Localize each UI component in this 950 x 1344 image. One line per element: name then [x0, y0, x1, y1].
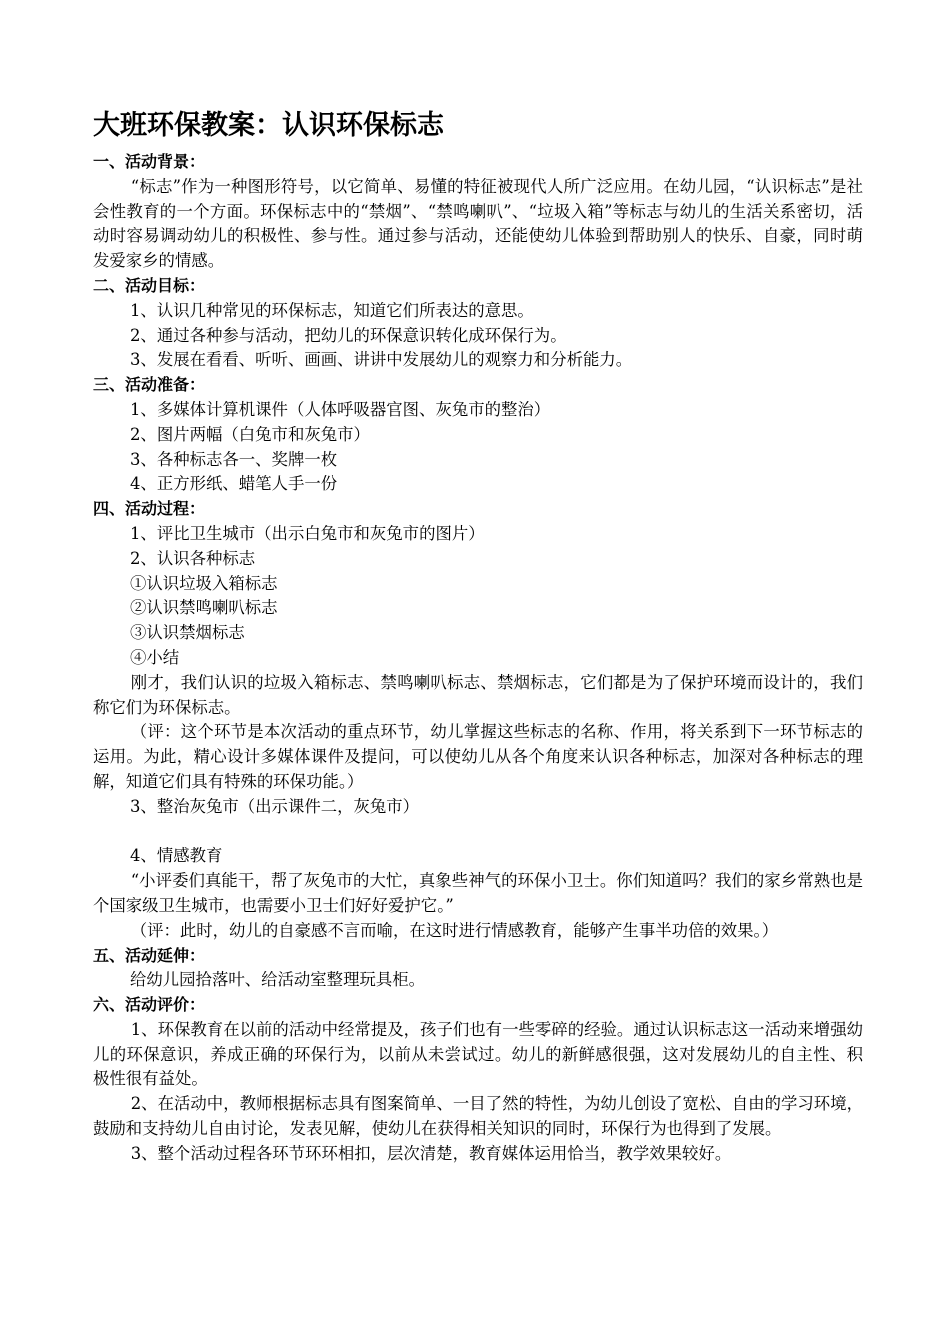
process-item: 1、评比卫生城市（出示白兔市和灰兔市的图片） — [130, 523, 485, 543]
process-item: 3、整治灰兔市（出示课件二，灰兔市） — [130, 796, 420, 816]
preparation-item: 2、图片两幅（白兔市和灰兔市） — [130, 424, 370, 444]
section-heading-preparation: 三、活动准备： — [93, 375, 206, 395]
process-item: 2、认识各种标志 — [130, 548, 256, 568]
section-heading-extension: 五、活动延伸： — [93, 945, 206, 965]
document-page — [93, 106, 863, 1167]
preparation-item: 3、各种标志各一、奖牌一枚 — [130, 449, 338, 469]
goal-item: 2、通过各种参与活动，把幼儿的环保意识转化成环保行为。 — [130, 325, 567, 345]
section-heading-background: 一、活动背景： — [93, 152, 206, 171]
background-paragraph: “标志”作为一种图形符号，以它简单、易懂的特征被现代人所广泛应用。在幼儿园，“认识标志”是社会性教育的一个方面。环保标志中的“禁烟”、“禁鸣喇叭”、“垃圾入箱”等标志与幼儿的生活关系密切，活动时容易调动幼儿的积极性、参与性。通过参与活动，还能使幼儿体验到帮助别人的快乐、自豪，同时萌发爱家乡的情感。 — [93, 176, 863, 271]
section-heading-evaluation: 六、活动评价： — [93, 995, 206, 1015]
goal-item: 1、认识几种常见的环保标志，知道它们所表达的意思。 — [130, 300, 534, 320]
process-subitem: ②认识禁鸣喇叭标志 — [130, 598, 278, 618]
goal-item: 3、发展在看看、听听、画画、讲讲中发展幼儿的观察力和分析能力。 — [130, 350, 633, 370]
evaluation-paragraph: 2、在活动中，教师根据标志具有图案简单、一目了然的特性，为幼儿创设了宽松、自由的学习环境，鼓励和支持幼儿自由讨论，发表见解，使幼儿在获得相关知识的同时，环保行为也得到了发展。 — [93, 1094, 863, 1139]
preparation-item: 4、正方形纸、蜡笔人手一份 — [130, 474, 338, 494]
process-subitem: ①认识垃圾入箱标志 — [130, 573, 278, 593]
evaluation-paragraph: 3、整个活动过程各环节环环相扣，层次清楚，教育媒体运用恰当，教学效果较好。 — [130, 1143, 732, 1163]
blank-line — [93, 820, 863, 845]
preparation-item: 1、多媒体计算机课件（人体呼吸器官图、灰兔市的整治） — [130, 399, 551, 419]
extension-item: 给幼儿园拾落叶、给活动室整理玩具柜。 — [130, 970, 426, 990]
process-item: 4、情感教育 — [130, 846, 223, 866]
process-comment-paragraph: （评：这个环节是本次活动的重点环节，幼儿掌握这些标志的名称、作用，将关系到下一环节标志的运用。为此，精心设计多媒体课件及提问，可以使幼儿从各个角度来认识各种标志，加深对各种标志的理解，知道它们具有特殊的环保功能。） — [93, 722, 863, 791]
process-subitem: ④小结 — [130, 647, 180, 667]
emotion-quote-paragraph: “小评委们真能干，帮了灰兔市的大忙，真象些神气的环保小卫士。你们知道吗？我们的家乡常熟也是个国家级卫生城市，也需要小卫士们好好爱护它。” — [93, 871, 863, 915]
process-subitem: ③认识禁烟标志 — [130, 623, 245, 643]
emotion-comment-paragraph: （评：此时，幼儿的自豪感不言而喻，在这时进行情感教育，能够产生事半功倍的效果。） — [130, 920, 779, 940]
evaluation-paragraph: 1、环保教育在以前的活动中经常提及，孩子们也有一些零碎的经验。通过认识标志这一活动来增强幼儿的环保意识，养成正确的环保行为，以前从未尝试过。幼儿的新鲜感很强，这对发展幼儿的自主性、积极性很有益处。 — [93, 1019, 863, 1089]
process-summary-paragraph: 刚才，我们认识的垃圾入箱标志、禁鸣喇叭标志、禁烟标志，它们都是为了保护环境而设计的，我们称它们为环保标志。 — [93, 672, 863, 717]
section-heading-goals: 二、活动目标： — [93, 275, 206, 295]
section-heading-process: 四、活动过程： — [93, 499, 206, 519]
document-title: 大班环保教案：认识环保标志 — [93, 110, 444, 141]
